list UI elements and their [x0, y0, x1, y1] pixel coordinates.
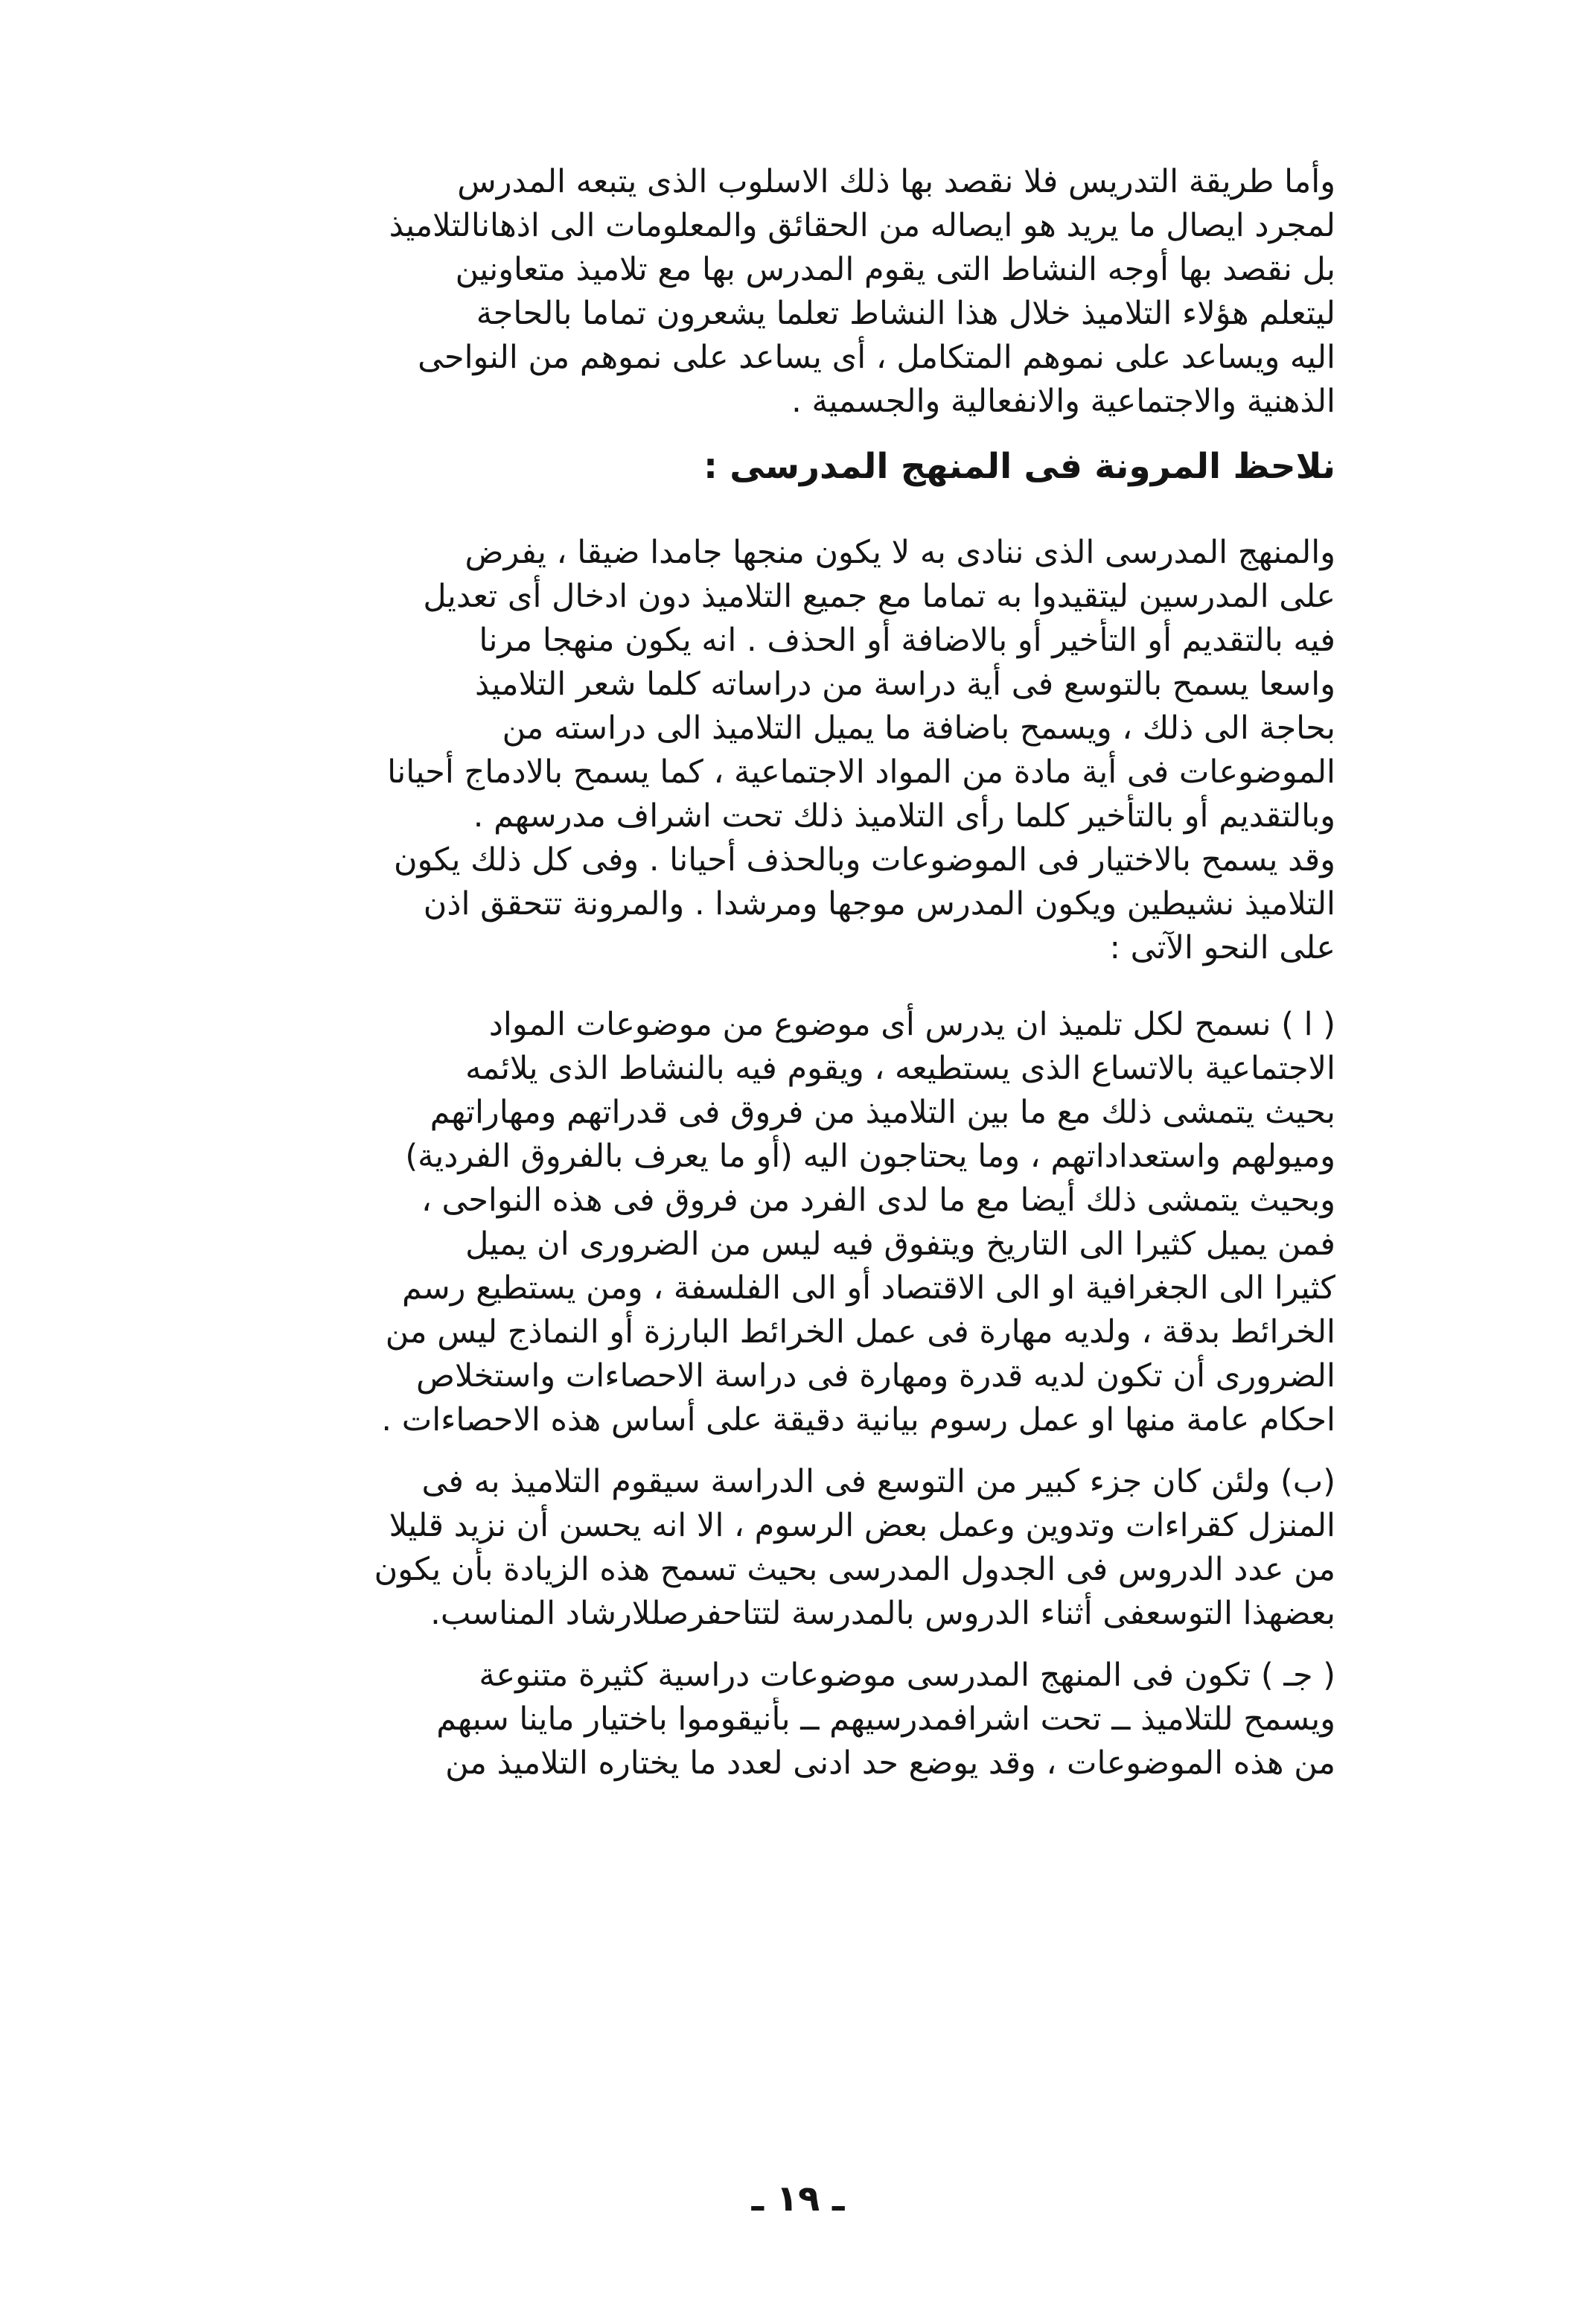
- text-line: وبحيث يتمشى ذلك أيضا مع ما لدى الفرد من فروق فى هذه النواحى ،: [421, 1182, 1335, 1219]
- text-line: ( ا ) نسمح لكل تلميذ ان يدرس أى موضوع من موضوعات المواد: [488, 1006, 1335, 1043]
- spacer: [253, 970, 1335, 1003]
- text-line: الاجتماعية بالاتساع الذى يستطيعه ، ويقوم فيه بالنشاط الذى يلائمه: [465, 1050, 1335, 1087]
- text-line: كثيرا الى الجغرافية او الى الاقتصاد أو الى الفلسفة ، ومن يستطيع رسم: [401, 1269, 1335, 1307]
- text-line: من هذه الموضوعات ، وقد يوضع حد ادنى لعدد ما يختاره التلاميذ من: [445, 1744, 1335, 1782]
- paragraph-teaching-method: [253, 160, 1335, 424]
- text-line: التلاميذ نشيطين ويكون المدرس موجها ومرشدا . والمرونة تتحقق اذن: [423, 885, 1335, 922]
- paragraph-item-b: [253, 1460, 1335, 1636]
- page-number: ـ ١٩ ـ: [751, 2178, 845, 2219]
- text-line: وبالتقديم أو بالتأخير كلما رأى التلاميذ ذلك تحت اشراف مدرسهم .: [473, 797, 1335, 835]
- text-line: والمنهج المدرسى الذى ننادى به لا يكون منجها جامدا ضيقا ، يفرض: [465, 534, 1335, 571]
- text-line: وقد يسمح بالاختيار فى الموضوعات وبالحذف أحيانا . وفى كل ذلك يكون: [393, 841, 1335, 879]
- text-line: بل نقصد بها أوجه النشاط التى يقوم المدرس بها مع تلاميذ متعاونين: [455, 251, 1335, 288]
- document-page: [253, 160, 1335, 2260]
- text-line: الخرائط بدقة ، ولديه مهارة فى عمل الخرائط البارزة أو النماذج ليس من: [385, 1313, 1335, 1351]
- text-line: فيه بالتقديم أو التأخير أو بالاضافة أو الحذف . انه يكون منهجا مرنا: [479, 622, 1335, 659]
- text-line: (ب) ولئن كان جزء كبير من التوسع فى الدراسة سيقوم التلاميذ به فى: [421, 1463, 1335, 1500]
- text-line: على المدرسين ليتقيدوا به تماما مع جميع التلاميذ دون ادخال أى تعديل: [423, 578, 1335, 615]
- text-line: على النحو الآتى :: [1109, 929, 1335, 966]
- text-line: فمن يميل كثيرا الى التاريخ ويتفوق فيه ليس من الضرورى ان يميل: [465, 1226, 1335, 1263]
- text-line: ويسمح للتلاميذ ــ تحت اشرافمدرسيهم ــ بأنيقوموا باختيار ماينا سبهم: [436, 1701, 1335, 1738]
- text-line: لمجرد ايصال ما يريد هو ايصاله من الحقائق والمعلومات الى اذهانالتلاميذ: [389, 207, 1335, 244]
- text-line: من عدد الدروس فى الجدول المدرسى بحيث تسمح هذه الزيادة بأن يكون: [374, 1551, 1335, 1588]
- text-line: وميولهم واستعداداتهم ، وما يحتاجون اليه (أو ما يعرف بالفروق الفردية): [405, 1138, 1335, 1175]
- text-line: وأما طريقة التدريس فلا نقصد بها ذلك الاسلوب الذى يتبعه المدرس: [457, 163, 1335, 200]
- paragraph-item-a: [253, 1003, 1335, 1442]
- text-line: الذهنية والاجتماعية والانفعالية والجسمية .: [791, 383, 1335, 420]
- spacer: [253, 1442, 1335, 1460]
- text-line: احكام عامة منها او عمل رسوم بيانية دقيقة على أساس هذه الاحصاءات .: [381, 1401, 1335, 1438]
- paragraph-flexibility: [253, 531, 1335, 970]
- text-line: ليتعلم هؤلاء التلاميذ خلال هذا النشاط تعلما يشعرون تماما بالحاجة: [476, 295, 1335, 332]
- text-line: بحاجة الى ذلك ، ويسمح باضافة ما يميل التلاميذ الى دراسته من: [502, 710, 1335, 747]
- text-line: واسعا يسمح بالتوسع فى أية دراسة من دراساته كلما شعر التلاميذ: [474, 666, 1335, 703]
- text-line: ( جـ ) تكون فى المنهج المدرسى موضوعات دراسية كثيرة متنوعة: [479, 1657, 1335, 1694]
- text-line: المنزل كقراءات وتدوين وعمل بعض الرسوم ، الا انه يحسن أن نزيد قليلا: [389, 1507, 1335, 1544]
- text-line: الضرورى أن تكون لديه قدرة ومهارة فى دراسة الاحصاءات واستخلاص: [416, 1357, 1335, 1395]
- section-heading: نلاحظ المرونة فى المنهج المدرسى :: [703, 446, 1335, 487]
- text-line: اليه ويساعد على نموهم المتكامل ، أى يساعد على نموهم من النواحى: [418, 339, 1335, 376]
- text-line: بعضهذا التوسعفى أثناء الدروس بالمدرسة لتتاحفرصللارشاد المناسب.: [430, 1595, 1335, 1632]
- paragraph-item-c: [253, 1654, 1335, 1785]
- text-line: بحيث يتمشى ذلك مع ما بين التلاميذ من فروق فى قدراتهم ومهاراتهم: [430, 1094, 1335, 1131]
- spacer: [253, 1636, 1335, 1654]
- text-line: الموضوعات فى أية مادة من المواد الاجتماعية ، كما يسمح بالادماج أحيانا: [387, 753, 1335, 791]
